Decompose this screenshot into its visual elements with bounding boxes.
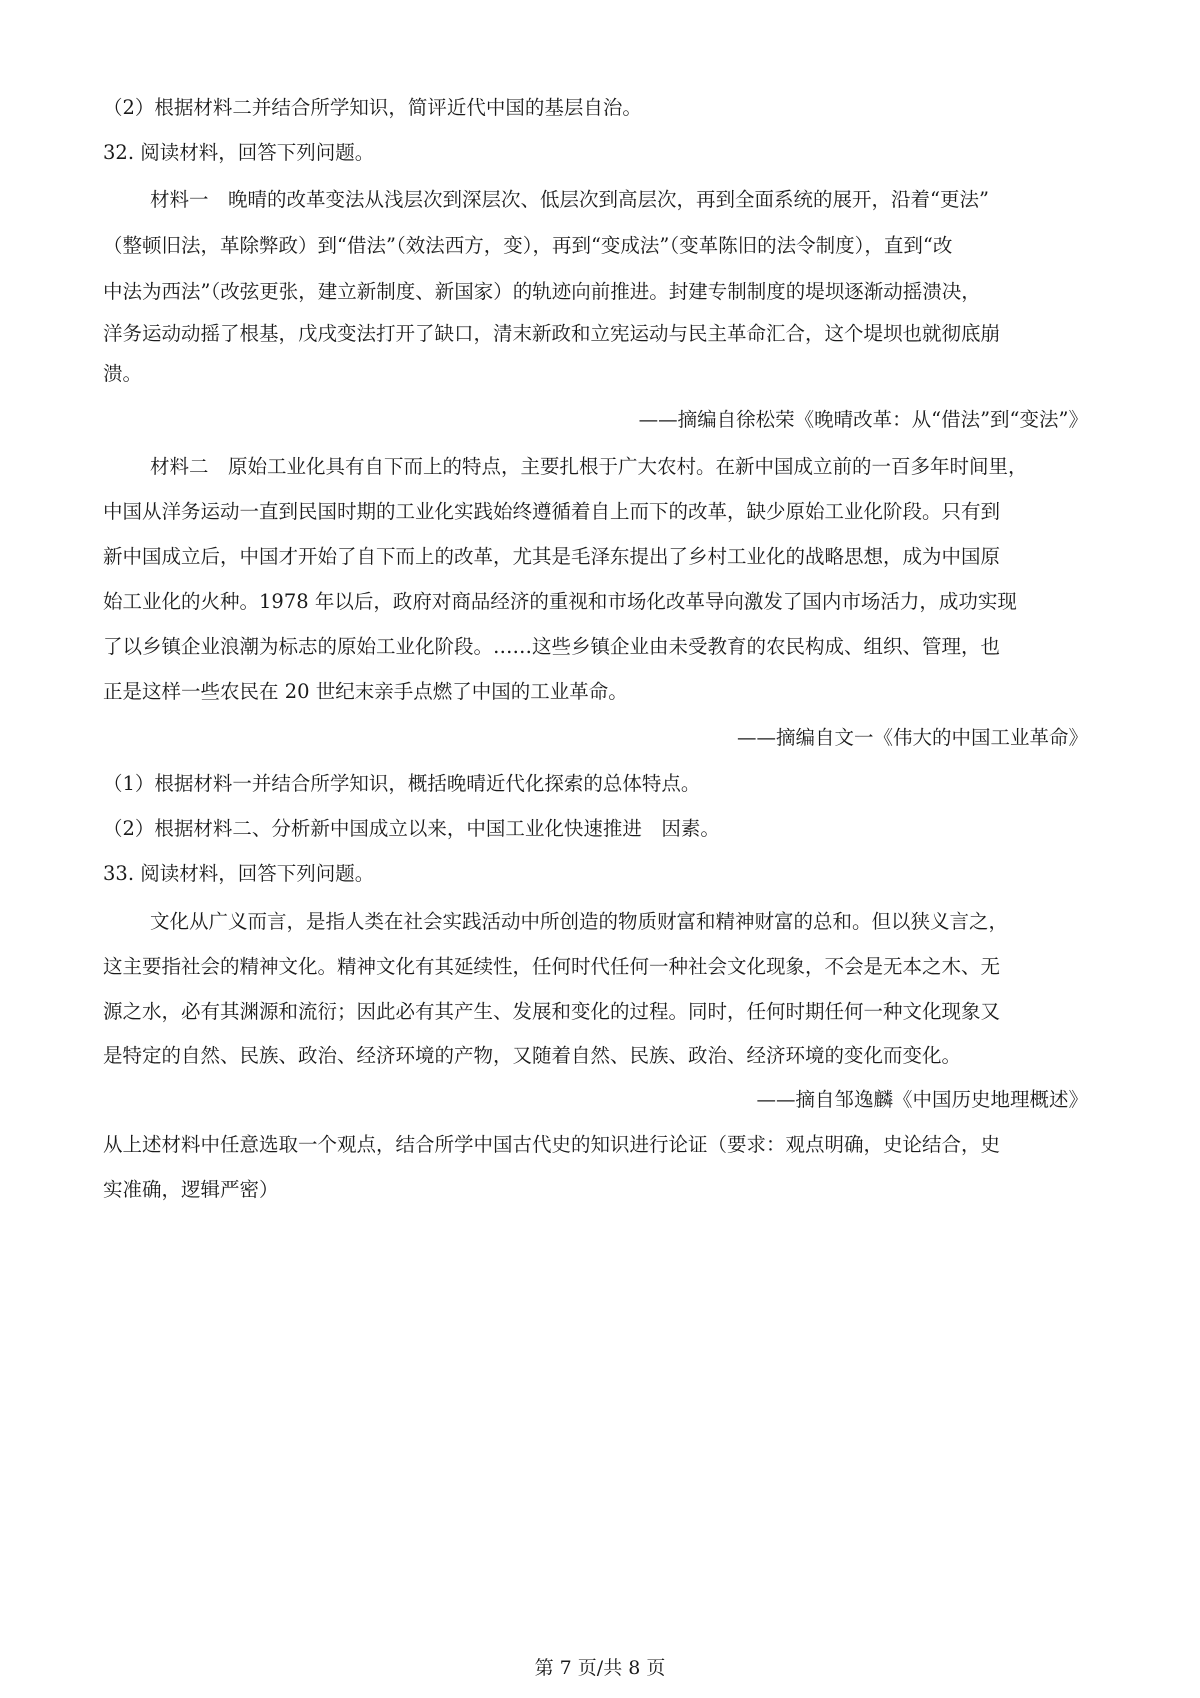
q33-heading: 33. 阅读材料，回答下列问题。: [103, 862, 375, 885]
q32-question1: （1）根据材料一并结合所学知识，概括晚晴近代化探索的总体特点。: [103, 772, 701, 795]
q32-material2-line: 材料二 原始工业化具有自下而上的特点，主要扎根于广大农村。在新中国成立前的一百多年时间里，: [150, 455, 1028, 478]
q32-material2-source: ——摘编自文一《伟大的中国工业革命》: [736, 726, 1088, 749]
page-number: 第 7 页/共 8 页: [534, 1657, 666, 1679]
q32-material1-line: 溃。: [103, 362, 143, 385]
q32-material1-line: 材料一 晚晴的改革变法从浅层次到深层次、低层次到高层次，再到全面系统的展开，沿着“更法”: [150, 188, 989, 211]
q32-question2: （2）根据材料二、分析新中国成立以来，中国工业化快速推进 因素。: [103, 817, 720, 840]
q31-part2: （2）根据材料二并结合所学知识，简评近代中国的基层自治。: [103, 96, 642, 119]
q32-material1-line: 洋务运动动摇了根基，戊戌变法打开了缺口，清末新政和立宪运动与民主革命汇合，这个堤坝也就彻底崩: [103, 322, 1001, 345]
q33-material-line: 文化从广义而言，是指人类在社会实践活动中所创造的物质财富和精神财富的总和。但以狭义言之，: [150, 910, 1009, 933]
q32-material2-line: 中国从洋务运动一直到民国时期的工业化实践始终遵循着自上而下的改革，缺少原始工业化阶段。只有到: [103, 500, 1001, 523]
q32-material2-line: 始工业化的火种。1978 年以后，政府对商品经济的重视和市场化改革导向激发了国内市场活力，成功实现: [103, 590, 1017, 613]
q32-material2-line: 了以乡镇企业浪潮为标志的原始工业化阶段。……这些乡镇企业由未受教育的农民构成、组织、管理，也: [103, 635, 1001, 658]
q32-material2-line: 正是这样一些农民在 20 世纪末亲手点燃了中国的工业革命。: [103, 680, 628, 703]
q32-material2-line: 新中国成立后，中国才开始了自下而上的改革，尤其是毛泽东提出了乡村工业化的战略思想，成为中国原: [103, 545, 1001, 568]
q32-material1-line: （整顿旧法，革除弊政）到“借法”（效法西方，变），再到“变成法”（变革陈旧的法令制度），直到“改: [103, 234, 953, 257]
q33-material-line: 源之水，必有其渊源和流衍；因此必有其产生、发展和变化的过程。同时，任何时期任何一种文化现象又: [103, 1000, 1001, 1023]
q33-material-source: ——摘自邹逸麟《中国历史地理概述》: [756, 1088, 1088, 1111]
q32-material1-line: 中法为西法”（改弦更张，建立新制度、新国家）的轨迹向前推进。封建专制制度的堤坝逐渐动摇溃决，: [103, 280, 981, 303]
q32-heading: 32. 阅读材料，回答下列问题。: [103, 141, 375, 164]
q33-task-line: 从上述材料中任意选取一个观点，结合所学中国古代史的知识进行论证（要求：观点明确，史论结合，史: [103, 1133, 1001, 1156]
q33-material-line: 是特定的自然、民族、政治、经济环境的产物，又随着自然、民族、政治、经济环境的变化而变化。: [103, 1044, 962, 1067]
q32-material1-source: ——摘编自徐松荣《晚晴改革：从“借法”到“变法”》: [638, 408, 1088, 431]
q33-material-line: 这主要指社会的精神文化。精神文化有其延续性，任何时代任何一种社会文化现象，不会是无本之木、无: [103, 955, 1001, 978]
q33-task-line: 实准确，逻辑严密）: [103, 1178, 279, 1201]
